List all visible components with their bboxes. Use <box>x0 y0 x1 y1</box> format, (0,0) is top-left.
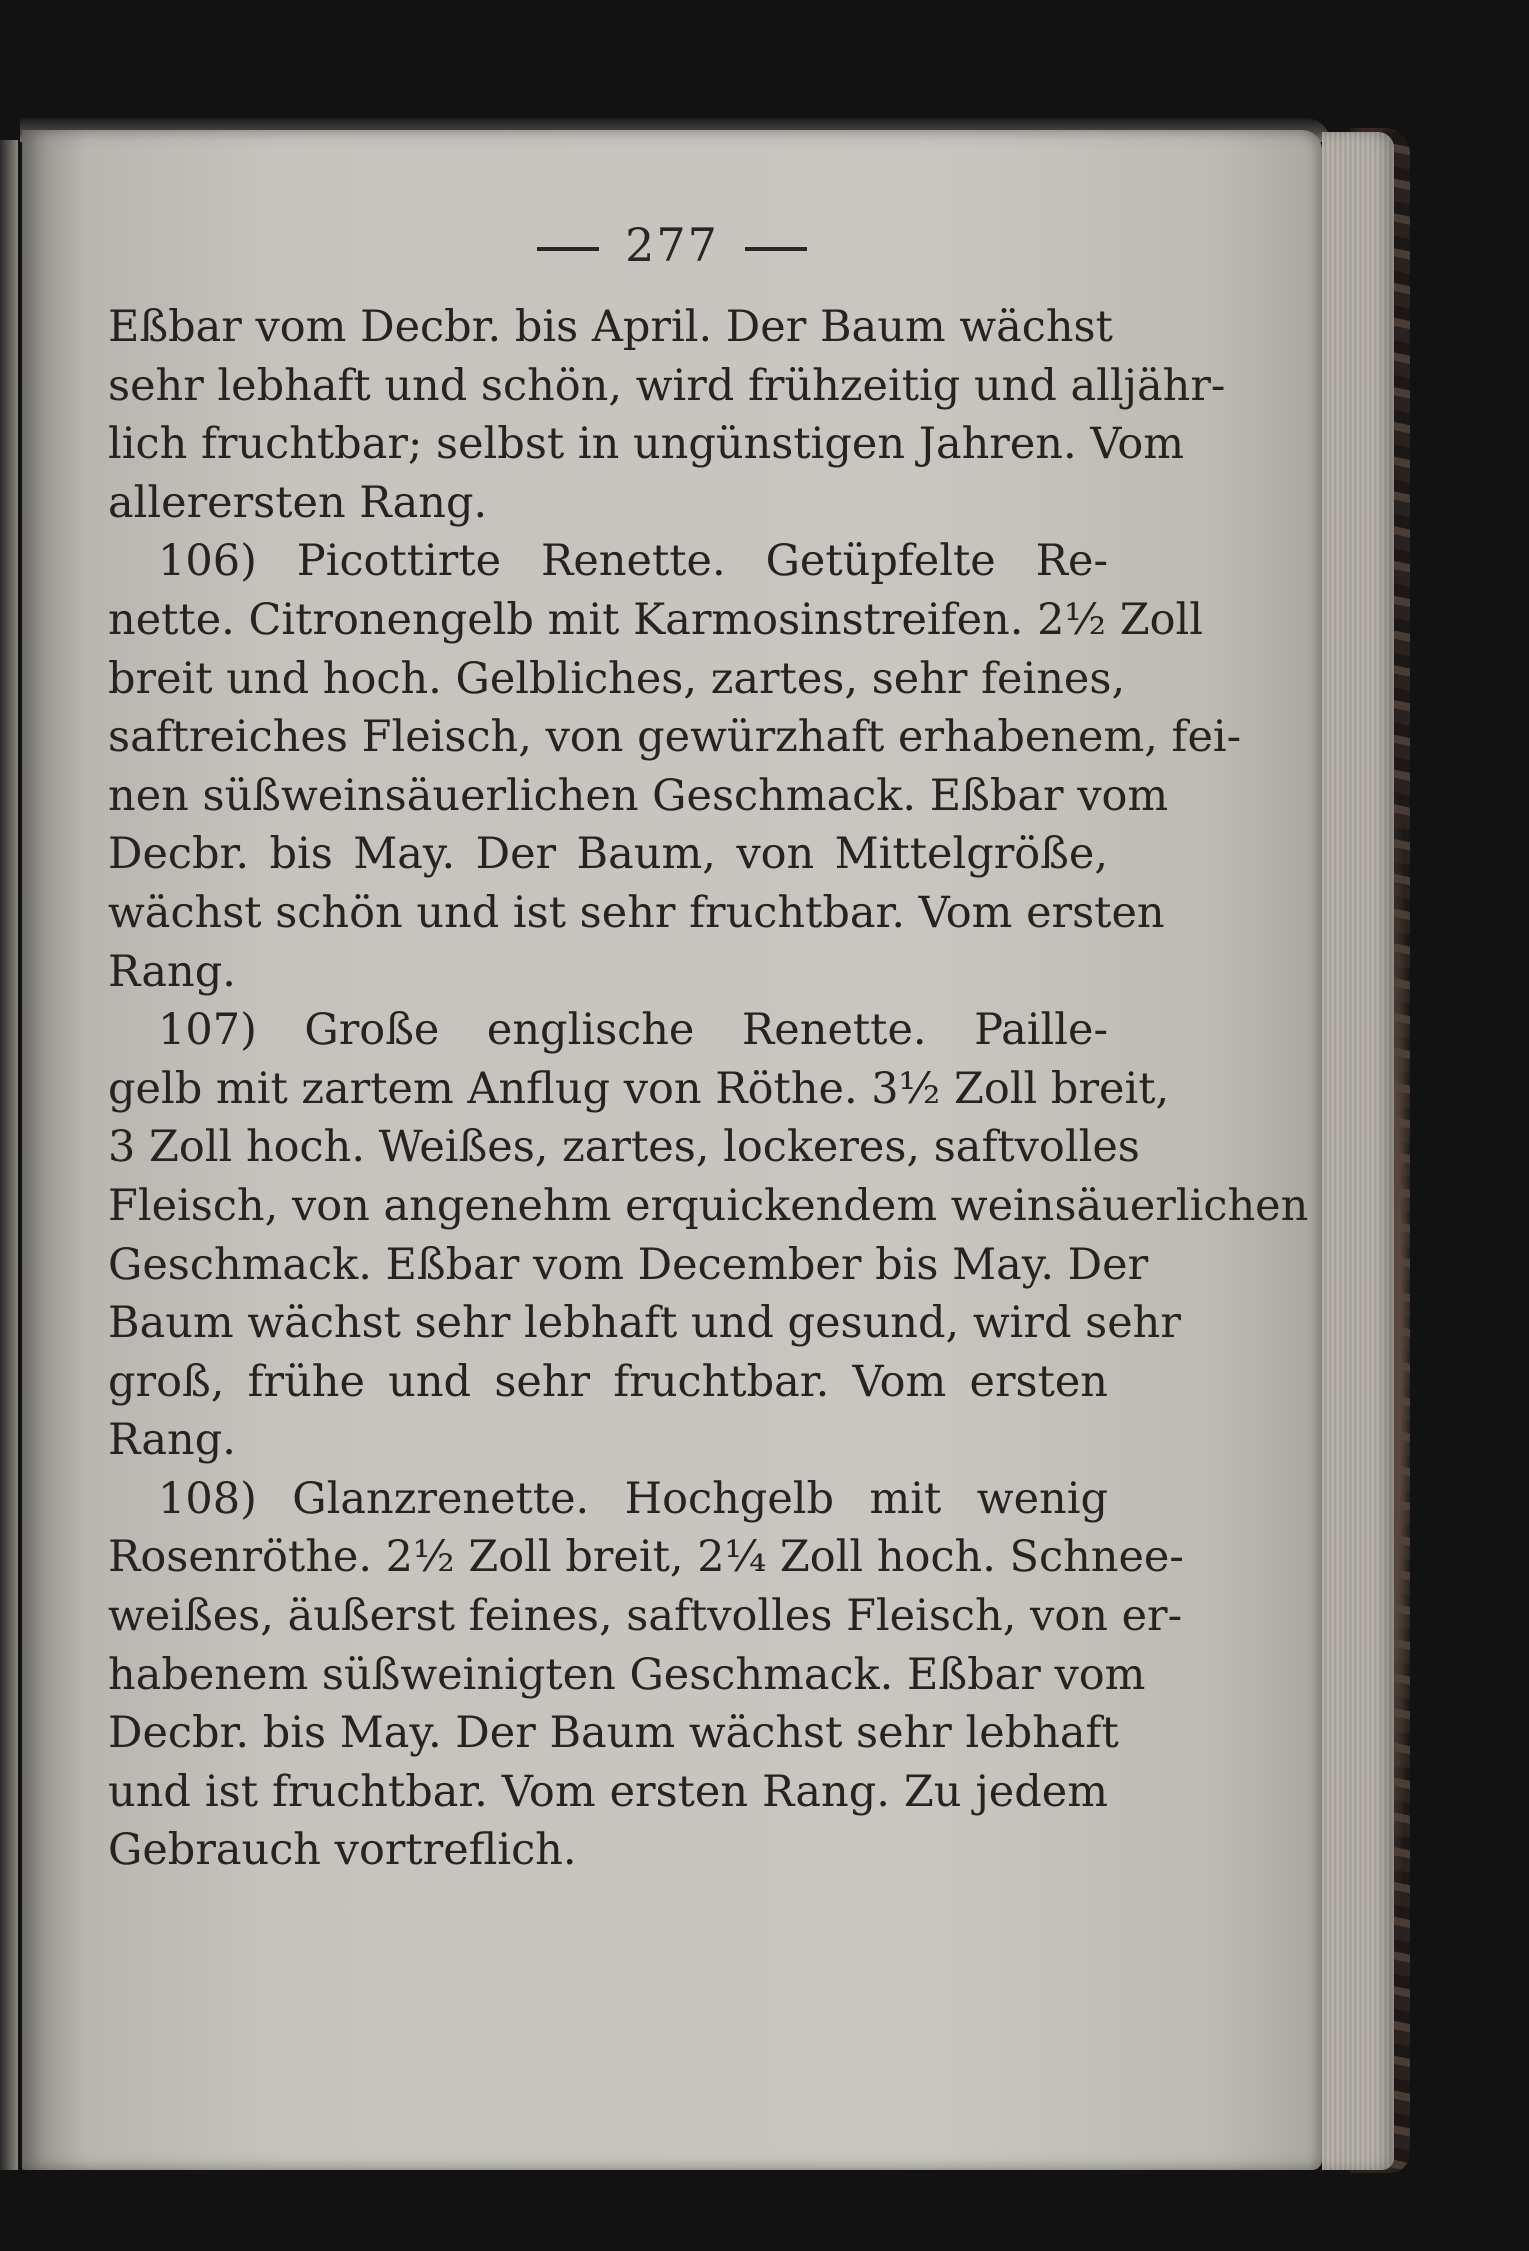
page-header <box>22 218 1322 272</box>
text-line: Decbr. bis May. Der Baum, von Mittelgröße, <box>108 829 1108 880</box>
page-number: 277 <box>625 218 719 272</box>
text-line: Fleisch, von angenehm erquickendem weinsäuerlichen <box>108 1180 1309 1231</box>
header-dash-left <box>537 247 599 251</box>
text-line: Rang. <box>108 1415 236 1466</box>
text-line: gelb mit zartem Anflug von Röthe. 3½ Zoll breit, <box>108 1063 1170 1114</box>
text-line: 107) Große englische Renette. Paille- <box>158 1005 1108 1056</box>
text-line: allerersten Rang. <box>108 477 488 528</box>
text-line: nette. Citronengelb mit Karmosinstreifen. 2½ Zoll <box>108 594 1204 645</box>
text-line: saftreiches Fleisch, von gewürzhaft erhabenem, fei- <box>108 712 1242 763</box>
text-line: weißes, äußerst feines, saftvolles Fleisch, von er- <box>108 1591 1183 1642</box>
book-page <box>22 130 1322 2170</box>
text-line: Rang. <box>108 946 236 997</box>
text-line: und ist fruchtbar. Vom ersten Rang. Zu jedem <box>108 1766 1108 1817</box>
text-line: sehr lebhaft und schön, wird frühzeitig und alljähr- <box>108 360 1226 411</box>
left-page-edge <box>0 140 18 2170</box>
text-line: 106) Picottirte Renette. Getüpfelte Re- <box>158 536 1108 587</box>
text-line: habenem süßweinigten Geschmack. Eßbar vom <box>108 1649 1146 1700</box>
text-line: Geschmack. Eßbar vom December bis May. Der <box>108 1239 1149 1290</box>
text-line: Baum wächst sehr lebhaft und gesund, wird sehr <box>108 1298 1181 1349</box>
text-line: 3 Zoll hoch. Weißes, zartes, lockeres, saftvolles <box>108 1122 1140 1173</box>
text-line: lich fruchtbar; selbst in ungünstigen Jahren. Vom <box>108 419 1185 470</box>
text-line: breit und hoch. Gelbliches, zartes, sehr feines, <box>108 653 1126 704</box>
text-line: Decbr. bis May. Der Baum wächst sehr lebhaft <box>108 1708 1119 1759</box>
text-line: 108) Glanzrenette. Hochgelb mit wenig <box>158 1473 1108 1524</box>
text-line: groß, frühe und sehr fruchtbar. Vom ersten <box>108 1356 1108 1407</box>
text-line: nen süßweinsäuerlichen Geschmack. Eßbar vom <box>108 770 1169 821</box>
text-line: Eßbar vom Decbr. bis April. Der Baum wächst <box>108 302 1113 352</box>
page-fore-edge <box>1322 132 1394 2170</box>
text-line: wächst schön und ist sehr fruchtbar. Vom ersten <box>108 887 1165 938</box>
body-text <box>108 298 1309 1880</box>
header-dash-right <box>745 247 807 251</box>
text-line: Gebrauch vortreflich. <box>108 1825 577 1876</box>
text-line: Rosenröthe. 2½ Zoll breit, 2¼ Zoll hoch. Schnee- <box>108 1532 1184 1583</box>
